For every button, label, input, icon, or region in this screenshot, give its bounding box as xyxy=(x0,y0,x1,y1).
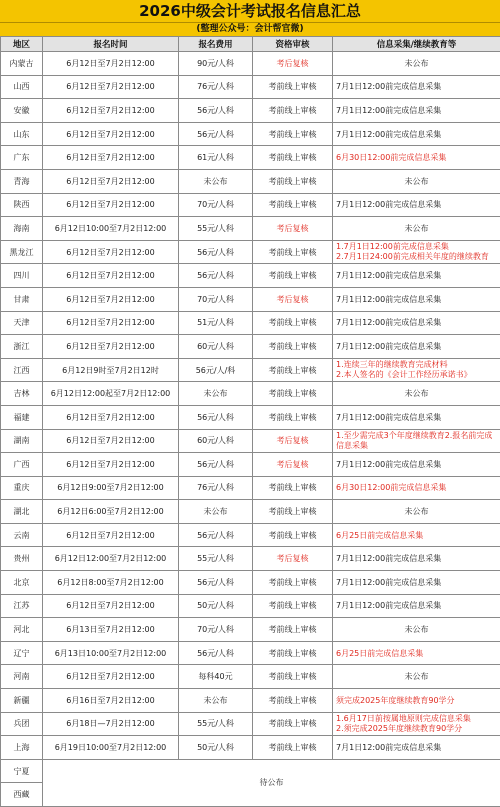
review-cell: 考前线上审核 xyxy=(253,712,333,736)
info-cell xyxy=(333,523,500,547)
fee-cell: 每科40元 xyxy=(179,665,253,689)
info-line: 未公布 xyxy=(335,671,498,682)
review-cell: 考前线上审核 xyxy=(253,665,333,689)
region-cell: 广东 xyxy=(1,146,43,170)
fee-cell: 56元/人科 xyxy=(179,571,253,595)
info-cell xyxy=(333,193,500,217)
review-cell: 考前线上审核 xyxy=(253,500,333,524)
info-line: 未公布 xyxy=(335,176,498,187)
review-cell: 考前线上审核 xyxy=(253,618,333,642)
review-cell: 考前线上审核 xyxy=(253,75,333,99)
info-cell xyxy=(333,311,500,335)
time-cell: 6月12日至7月2日12:00 xyxy=(43,335,179,359)
fee-cell: 56元/人科 xyxy=(179,405,253,429)
time-cell: 6月12日8:00至7月2日12:00 xyxy=(43,571,179,595)
table-row xyxy=(1,217,500,241)
header-info: 信息采集/继续教育等 xyxy=(333,37,500,52)
time-cell: 6月12日至7月2日12:00 xyxy=(43,523,179,547)
review-cell: 考后复核 xyxy=(253,287,333,311)
info-cell xyxy=(333,500,500,524)
info-line: 7月1日12:00前完成信息采集 xyxy=(336,577,498,588)
info-line: 信息采集 xyxy=(336,441,498,451)
review-cell: 考后复核 xyxy=(253,547,333,571)
info-cell xyxy=(333,122,500,146)
time-cell: 6月12日至7月2日12:00 xyxy=(43,665,179,689)
region-cell: 河北 xyxy=(1,618,43,642)
fee-cell: 50元/人科 xyxy=(179,594,253,618)
fee-cell: 76元/人科 xyxy=(179,75,253,99)
fee-cell: 未公布 xyxy=(179,169,253,193)
info-cell xyxy=(333,405,500,429)
table-row xyxy=(1,759,500,783)
table-row xyxy=(1,122,500,146)
info-line: 1.7月1日12:00前完成信息采集 xyxy=(336,242,498,252)
region-cell: 兵团 xyxy=(1,712,43,736)
registration-table xyxy=(0,36,500,807)
time-cell: 6月12日至7月2日12:00 xyxy=(43,169,179,193)
info-cell xyxy=(333,335,500,359)
info-cell xyxy=(333,453,500,477)
table-row xyxy=(1,52,500,76)
table-row xyxy=(1,405,500,429)
time-cell: 6月12日至7月2日12:00 xyxy=(43,193,179,217)
table-row xyxy=(1,523,500,547)
info-line: 1.6月17日前按属地原则完成信息采集 xyxy=(336,714,498,724)
info-cell xyxy=(333,689,500,713)
review-cell: 考前线上审核 xyxy=(253,311,333,335)
region-cell: 江苏 xyxy=(1,594,43,618)
info-cell xyxy=(333,547,500,571)
time-cell: 6月12日6:00至7月2日12:00 xyxy=(43,500,179,524)
info-cell xyxy=(333,217,500,241)
time-cell: 6月12日至7月2日12:00 xyxy=(43,287,179,311)
time-cell: 6月12日9时至7月2日12时 xyxy=(43,358,179,382)
review-cell: 考前线上审核 xyxy=(253,193,333,217)
info-cell xyxy=(333,358,500,382)
region-cell: 辽宁 xyxy=(1,641,43,665)
fee-cell: 56元/人科 xyxy=(179,264,253,288)
fee-cell: 56元/人科 xyxy=(179,99,253,123)
fee-cell: 未公布 xyxy=(179,689,253,713)
info-cell xyxy=(333,264,500,288)
time-cell: 6月12日至7月2日12:00 xyxy=(43,429,179,453)
table-row xyxy=(1,287,500,311)
region-cell: 宁夏 xyxy=(1,759,43,783)
time-cell: 6月16日至7月2日12:00 xyxy=(43,689,179,713)
fee-cell: 70元/人科 xyxy=(179,287,253,311)
table-row xyxy=(1,453,500,477)
table-row xyxy=(1,689,500,713)
info-cell xyxy=(333,52,500,76)
region-cell: 湖北 xyxy=(1,500,43,524)
region-cell: 青海 xyxy=(1,169,43,193)
time-cell: 6月12日10:00至7月2日12:00 xyxy=(43,217,179,241)
review-cell: 考前线上审核 xyxy=(253,335,333,359)
region-cell: 黑龙江 xyxy=(1,240,43,264)
table-row xyxy=(1,169,500,193)
info-cell xyxy=(333,641,500,665)
info-line: 7月1日12:00前完成信息采集 xyxy=(336,742,498,753)
info-line: 6月25日前完成信息采集 xyxy=(336,648,498,659)
review-cell: 考前线上审核 xyxy=(253,405,333,429)
info-line: 7月1日12:00前完成信息采集 xyxy=(336,341,498,352)
table-row xyxy=(1,311,500,335)
review-cell: 考前线上审核 xyxy=(253,264,333,288)
region-cell: 安徽 xyxy=(1,99,43,123)
table-row xyxy=(1,547,500,571)
info-line: 1.连续三年的继续教育完成材料 xyxy=(336,360,498,370)
fee-cell: 60元/人科 xyxy=(179,335,253,359)
table-row xyxy=(1,146,500,170)
info-cell xyxy=(333,99,500,123)
info-cell xyxy=(333,382,500,406)
table-row xyxy=(1,99,500,123)
info-line: 6月30日12:00前完成信息采集 xyxy=(336,482,498,493)
review-cell: 考后复核 xyxy=(253,52,333,76)
region-cell: 山西 xyxy=(1,75,43,99)
sheet-subtitle: (整理公众号：会计帮官微) xyxy=(0,23,500,36)
fee-cell: 60元/人科 xyxy=(179,429,253,453)
time-cell: 6月18日—7月2日12:00 xyxy=(43,712,179,736)
region-cell: 甘肃 xyxy=(1,287,43,311)
review-cell: 考前线上审核 xyxy=(253,571,333,595)
info-line: 7月1日12:00前完成信息采集 xyxy=(336,412,498,423)
region-cell: 新疆 xyxy=(1,689,43,713)
region-cell: 四川 xyxy=(1,264,43,288)
info-line: 1.至少需完成3个年度继续教育2.报名前完成 xyxy=(336,431,498,441)
table-row xyxy=(1,335,500,359)
region-cell: 海南 xyxy=(1,217,43,241)
info-cell xyxy=(333,571,500,595)
time-cell: 6月12日至7月2日12:00 xyxy=(43,453,179,477)
fee-cell: 70元/人科 xyxy=(179,193,253,217)
time-cell: 6月13日10:00至7月2日12:00 xyxy=(43,641,179,665)
review-cell: 考前线上审核 xyxy=(253,736,333,760)
time-cell: 6月13日至7月2日12:00 xyxy=(43,618,179,642)
info-line: 7月1日12:00前完成信息采集 xyxy=(336,105,498,116)
table-row xyxy=(1,75,500,99)
region-cell: 浙江 xyxy=(1,335,43,359)
fee-cell: 55元/人科 xyxy=(179,547,253,571)
header-region: 地区 xyxy=(1,37,43,52)
time-cell: 6月12日9:00至7月2日12:00 xyxy=(43,476,179,500)
region-cell: 天津 xyxy=(1,311,43,335)
time-cell: 6月12日至7月2日12:00 xyxy=(43,405,179,429)
info-line: 7月1日12:00前完成信息采集 xyxy=(336,294,498,305)
time-cell: 6月12日至7月2日12:00 xyxy=(43,264,179,288)
info-cell xyxy=(333,146,500,170)
fee-cell: 55元/人科 xyxy=(179,217,253,241)
info-cell xyxy=(333,665,500,689)
info-cell xyxy=(333,240,500,264)
info-line: 7月1日12:00前完成信息采集 xyxy=(336,459,498,470)
review-cell: 考前线上审核 xyxy=(253,240,333,264)
fee-cell: 56元/人科 xyxy=(179,122,253,146)
fee-cell: 56元/人/科 xyxy=(179,358,253,382)
review-cell: 考后复核 xyxy=(253,453,333,477)
info-line: 未公布 xyxy=(335,506,498,517)
info-line: 未公布 xyxy=(335,624,498,635)
review-cell: 考前线上审核 xyxy=(253,523,333,547)
table-row xyxy=(1,193,500,217)
fee-cell: 55元/人科 xyxy=(179,712,253,736)
fee-cell: 未公布 xyxy=(179,500,253,524)
info-line: 7月1日12:00前完成信息采集 xyxy=(336,600,498,611)
region-cell: 重庆 xyxy=(1,476,43,500)
fee-cell: 未公布 xyxy=(179,382,253,406)
info-cell xyxy=(333,476,500,500)
info-line: 未公布 xyxy=(335,223,498,234)
time-cell: 6月12日至7月2日12:00 xyxy=(43,122,179,146)
table-row xyxy=(1,476,500,500)
fee-cell: 56元/人科 xyxy=(179,641,253,665)
time-cell: 6月12日至7月2日12:00 xyxy=(43,75,179,99)
region-cell: 西藏 xyxy=(1,783,43,807)
info-cell xyxy=(333,736,500,760)
region-cell: 福建 xyxy=(1,405,43,429)
info-line: 未公布 xyxy=(335,388,498,399)
fee-cell: 70元/人科 xyxy=(179,618,253,642)
info-line: 7月1日12:00前完成信息采集 xyxy=(336,199,498,210)
table-row xyxy=(1,571,500,595)
info-cell xyxy=(333,287,500,311)
review-cell: 考前线上审核 xyxy=(253,146,333,170)
region-cell: 山东 xyxy=(1,122,43,146)
info-line: 7月1日12:00前完成信息采集 xyxy=(336,270,498,281)
fee-cell: 51元/人科 xyxy=(179,311,253,335)
review-cell: 考前线上审核 xyxy=(253,358,333,382)
info-line: 2.须完成2025年度继续教育90学分 xyxy=(336,724,498,734)
review-cell: 考前线上审核 xyxy=(253,382,333,406)
table-row xyxy=(1,358,500,382)
review-cell: 考前线上审核 xyxy=(253,689,333,713)
table-row xyxy=(1,641,500,665)
table-row xyxy=(1,618,500,642)
review-cell: 考后复核 xyxy=(253,429,333,453)
region-cell: 陕西 xyxy=(1,193,43,217)
fee-cell: 56元/人科 xyxy=(179,453,253,477)
fee-cell: 61元/人科 xyxy=(179,146,253,170)
table-row xyxy=(1,429,500,453)
header-review: 资格审核 xyxy=(253,37,333,52)
table-row xyxy=(1,665,500,689)
review-cell: 考后复核 xyxy=(253,217,333,241)
time-cell: 6月12日至7月2日12:00 xyxy=(43,311,179,335)
review-cell: 考前线上审核 xyxy=(253,594,333,618)
time-cell: 6月12日至7月2日12:00 xyxy=(43,240,179,264)
header-time: 报名时间 xyxy=(43,37,179,52)
info-line: 7月1日12:00前完成信息采集 xyxy=(336,129,498,140)
time-cell: 6月12日至7月2日12:00 xyxy=(43,594,179,618)
info-cell xyxy=(333,712,500,736)
sheet-title: 2026中级会计考试报名信息汇总 xyxy=(0,0,500,23)
info-cell xyxy=(333,429,500,453)
review-cell: 考前线上审核 xyxy=(253,99,333,123)
region-cell: 河南 xyxy=(1,665,43,689)
info-line: 2.7月1日24:00前完成相关年度的继续教育 xyxy=(336,252,498,262)
table-body xyxy=(1,52,500,807)
fee-cell: 76元/人科 xyxy=(179,476,253,500)
info-cell xyxy=(333,169,500,193)
region-cell: 江西 xyxy=(1,358,43,382)
time-cell: 6月12日12:00至7月2日12:00 xyxy=(43,547,179,571)
fee-cell: 56元/人科 xyxy=(179,523,253,547)
region-cell: 内蒙古 xyxy=(1,52,43,76)
table-row xyxy=(1,240,500,264)
info-line: 7月1日12:00前完成信息采集 xyxy=(336,317,498,328)
table-row xyxy=(1,712,500,736)
info-line: 7月1日12:00前完成信息采集 xyxy=(336,81,498,92)
info-line: 2.本人签名的《会计工作经历承诺书》 xyxy=(336,370,498,380)
review-cell: 考前线上审核 xyxy=(253,476,333,500)
fee-cell: 90元/人科 xyxy=(179,52,253,76)
time-cell: 6月12日12:00起至7月2日12:00 xyxy=(43,382,179,406)
header-fee: 报名费用 xyxy=(179,37,253,52)
time-cell: 6月12日至7月2日12:00 xyxy=(43,146,179,170)
review-cell: 考前线上审核 xyxy=(253,122,333,146)
region-cell: 湖南 xyxy=(1,429,43,453)
table-row xyxy=(1,264,500,288)
review-cell: 考前线上审核 xyxy=(253,641,333,665)
time-cell: 6月12日至7月2日12:00 xyxy=(43,99,179,123)
table-row xyxy=(1,382,500,406)
region-cell: 北京 xyxy=(1,571,43,595)
region-cell: 广西 xyxy=(1,453,43,477)
table-row xyxy=(1,736,500,760)
info-line: 6月25日前完成信息采集 xyxy=(336,530,498,541)
fee-cell: 56元/人科 xyxy=(179,240,253,264)
time-cell: 6月12日至7月2日12:00 xyxy=(43,52,179,76)
info-line: 6月30日12:00前完成信息采集 xyxy=(336,152,498,163)
review-cell: 考前线上审核 xyxy=(253,169,333,193)
region-cell: 上海 xyxy=(1,736,43,760)
info-line: 未公布 xyxy=(335,58,498,69)
fee-cell: 50元/人科 xyxy=(179,736,253,760)
region-cell: 吉林 xyxy=(1,382,43,406)
info-cell xyxy=(333,594,500,618)
table-header-row xyxy=(1,37,500,52)
table-row xyxy=(1,594,500,618)
info-cell xyxy=(333,618,500,642)
region-cell: 贵州 xyxy=(1,547,43,571)
region-cell: 云南 xyxy=(1,523,43,547)
time-cell: 6月19日10:00至7月2日12:00 xyxy=(43,736,179,760)
table-row xyxy=(1,500,500,524)
info-cell xyxy=(333,75,500,99)
info-line: 须完成2025年度继续教育90学分 xyxy=(336,695,498,706)
pending-cell: 待公布 xyxy=(43,759,500,806)
info-line: 7月1日12:00前完成信息采集 xyxy=(336,553,498,564)
